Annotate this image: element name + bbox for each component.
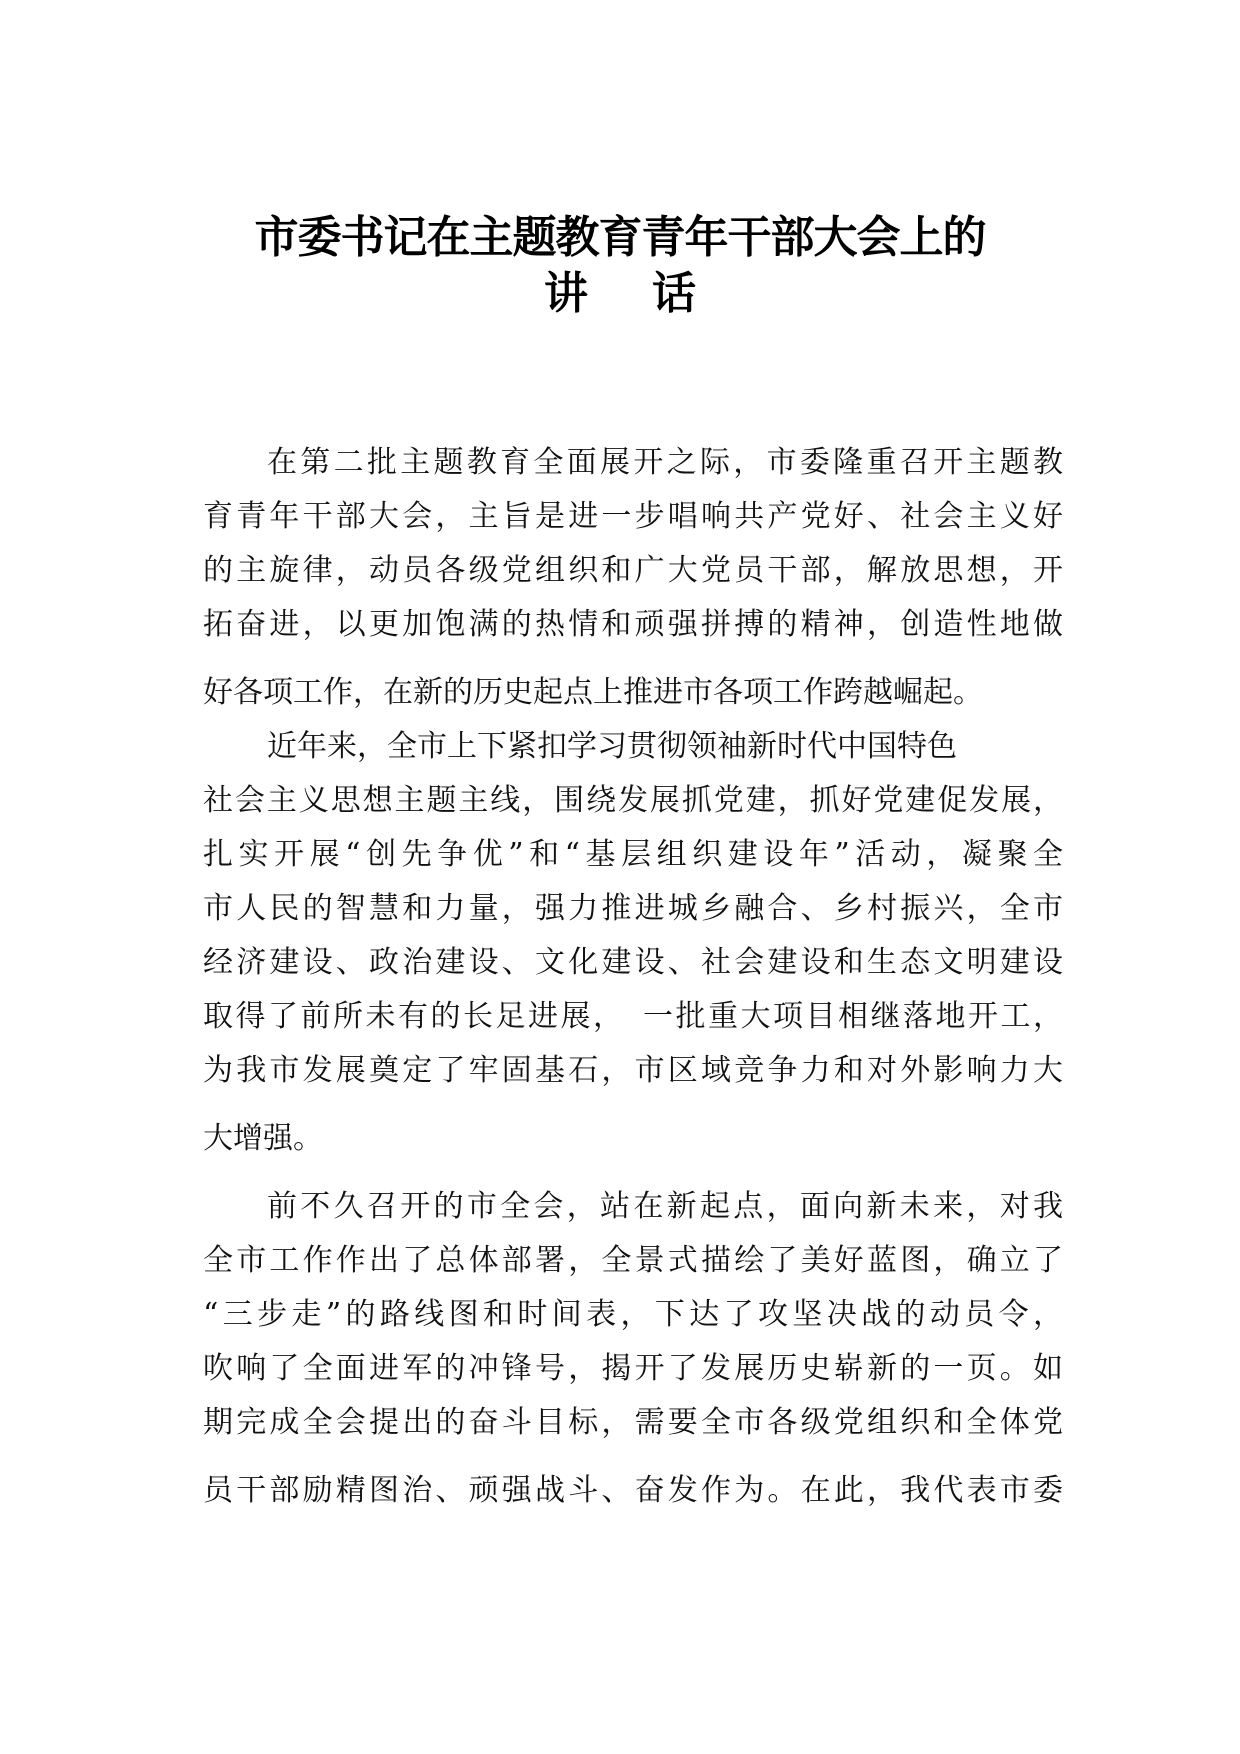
paragraph-line: 期完成全会提出的奋斗目标，需要全市各级党组织和全体党 bbox=[203, 1405, 1063, 1440]
paragraph-line: 近年来，全市上下紧扣学习贯彻领袖新时代中国特色 bbox=[267, 729, 957, 764]
paragraph-line: 为我市发展奠定了牢固基石，市区域竞争力和对外影响力大 bbox=[203, 1053, 1063, 1088]
paragraph-line: 前不久召开的市全会，站在新起点，面向新未来，对我 bbox=[267, 1189, 1063, 1224]
paragraph-line: 市人民的智慧和力量，强力推进城乡融合、乡村振兴，全市 bbox=[203, 891, 1063, 926]
paragraph-line: 员干部励精图治、顽强战斗、奋发作为。在此，我代表市委 bbox=[203, 1473, 1063, 1508]
paragraph-line: 拓奋进，以更加饱满的热情和顽强拼搏的精神，创造性地做 bbox=[203, 607, 1063, 642]
paragraph-line: 的主旋律，动员各级党组织和广大党员干部，解放思想，开 bbox=[203, 553, 1063, 588]
paragraph-line: 全市工作作出了总体部署，全景式描绘了美好蓝图，确立了 bbox=[203, 1243, 1063, 1278]
paragraph-line: 社会主义思想主题主线，围绕发展抓党建，抓好党建促发展， bbox=[203, 783, 1063, 818]
paragraph-line: 取得了前所未有的长足进展， 一批重大项目相继落地开工， bbox=[203, 999, 1063, 1034]
paragraph-line: 吹响了全面进军的冲锋号，揭开了发展历史崭新的一页。如 bbox=[203, 1351, 1063, 1386]
paragraph-3 bbox=[203, 1180, 1063, 1518]
paragraph-line: 在第二批主题教育全面展开之际，市委隆重召开主题教 bbox=[267, 445, 1063, 480]
paragraph-line: 扎实开展“创先争优”和“基层组织建设年”活动，凝聚全 bbox=[203, 837, 1063, 872]
paragraph-line: 大增强。 bbox=[203, 1121, 323, 1156]
document-title bbox=[0, 210, 1240, 322]
paragraph-line: 育青年干部大会，主旨是进一步唱响共产党好、社会主义好 bbox=[203, 499, 1063, 534]
paragraph-2 bbox=[203, 720, 1063, 1180]
title-line-1: 市委书记在主题教育青年干部大会上的 bbox=[254, 212, 986, 263]
paragraph-line: 经济建设、政治建设、文化建设、社会建设和生态文明建设 bbox=[203, 945, 1063, 980]
title-line-2: 讲话 bbox=[544, 268, 760, 319]
paragraph-line: “三步走”的路线图和时间表，下达了攻坚决战的动员令， bbox=[203, 1297, 1063, 1332]
paragraph-line: 好各项工作，在新的历史起点上推进市各项工作跨越崛起。 bbox=[203, 675, 983, 710]
document-body bbox=[203, 436, 1063, 1518]
paragraph-1 bbox=[203, 436, 1063, 720]
